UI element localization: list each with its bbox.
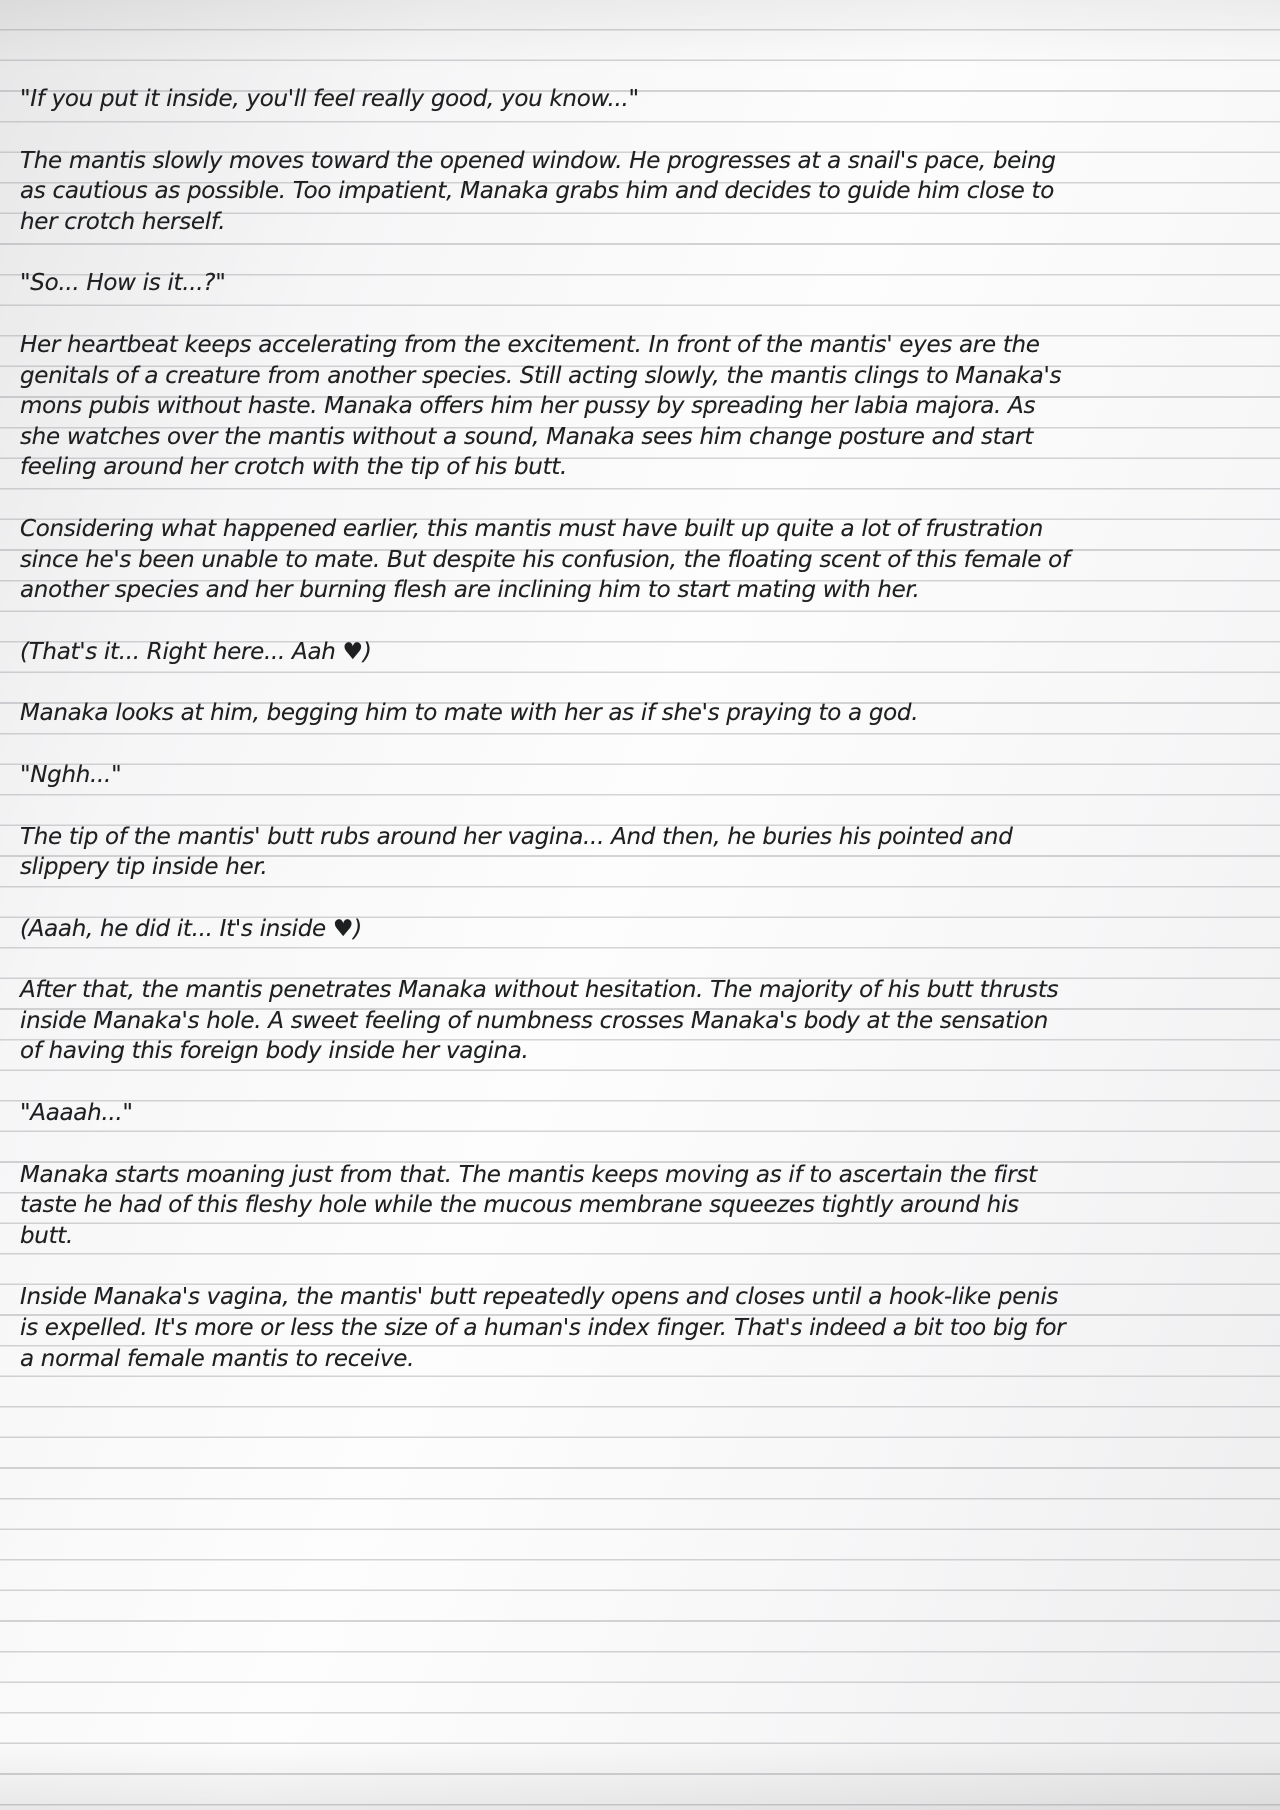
paragraph-dialogue: "So... How is it...?": [20, 270, 226, 297]
paragraph-narration: Manaka starts moaning just from that. The mantis keeps moving as if to ascertain the first taste he had of this fleshy hole while the mucous membrane squeezes tightly around his butt.: [20, 1161, 1037, 1249]
paragraph-dialogue: "Aaaah...": [20, 1100, 133, 1127]
paragraph-thought: (That's it... Right here... Aah ♥): [20, 638, 372, 665]
paragraph-narration: Her heartbeat keeps accelerating from the excitement. In front of the mantis' eyes are the genitals of a creature from another species. Still acting slowly, the mantis clings to Manaka's mons pubis without haste. Manaka offers him her pussy by spreading her labia majora. As she watches over the mantis without a sound, Manaka sees him change posture and start feeling around her crotch with the tip of his butt.: [20, 331, 1062, 481]
story-text: [20, 84, 1072, 1405]
paragraph-narration: The tip of the mantis' butt rubs around her vagina... And then, he buries his pointed and slippery tip inside her.: [20, 823, 1013, 881]
paragraph-narration: Considering what happened earlier, this mantis must have built up quite a lot of frustration since he's been unable to mate. But despite his confusion, the floating scent of this female of another species and her burning flesh are inclining him to start mating with her.: [20, 515, 1070, 604]
paragraph-narration: The mantis slowly moves toward the opened window. He progresses at a snail's pace, being as cautious as possible. Too impatient, Manaka grabs him and decides to guide him close to her crotch herself.: [20, 147, 1056, 235]
paragraph-narration: Inside Manaka's vagina, the mantis' butt repeatedly opens and closes until a hook-like penis is expelled. It's more or less the size of a human's index finger. That's indeed a bit too big for a normal female mantis to receive.: [20, 1284, 1066, 1372]
paragraph-thought: (Aaah, he did it... It's inside ♥): [20, 915, 362, 942]
paragraph-narration: Manaka looks at him, begging him to mate with her as if she's praying to a god.: [20, 700, 919, 727]
paragraph-dialogue: "Nghh...": [20, 761, 122, 788]
paragraph-dialogue: "If you put it inside, you'll feel really good, you know...": [20, 86, 639, 112]
paragraph-narration: After that, the mantis penetrates Manaka without hesitation. The majority of his butt thrusts inside Manaka's hole. A sweet feeling of numbness crosses Manaka's body at the sensation of having this foreign body inside her vagina.: [20, 977, 1059, 1065]
